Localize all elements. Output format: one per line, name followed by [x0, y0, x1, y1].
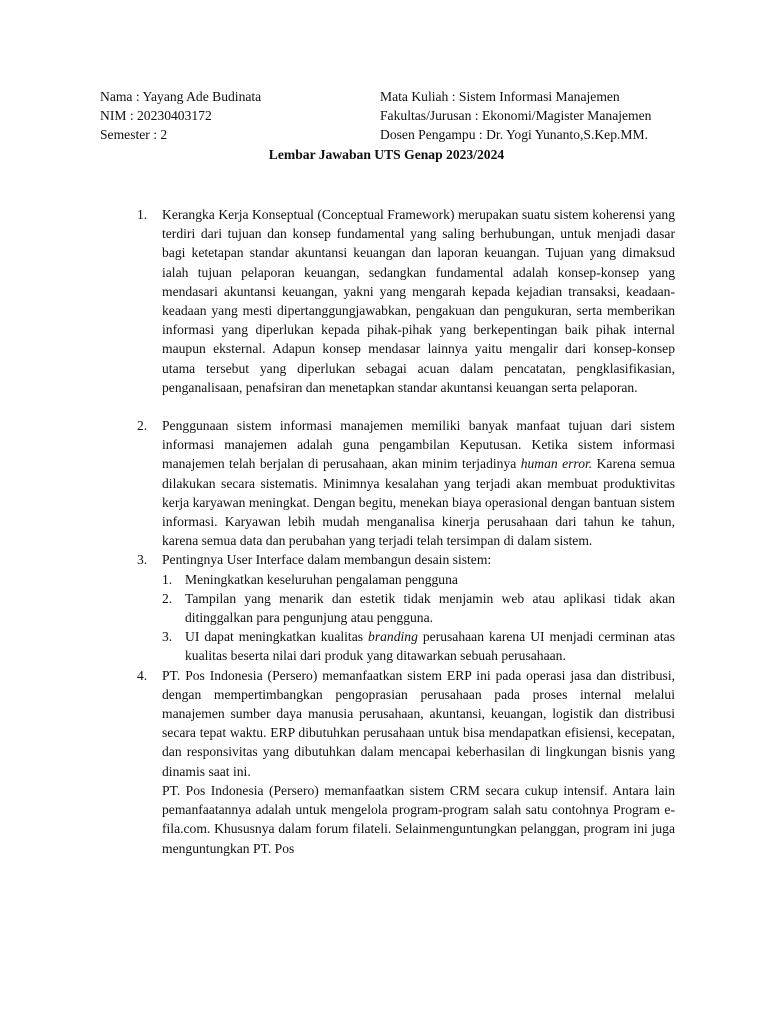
answer-content: [162, 666, 675, 858]
item-number: 3.: [137, 552, 148, 568]
spacer: [137, 397, 675, 416]
student-name: Nama : Yayang Ade Budinata: [100, 89, 262, 104]
sub-number: 1.: [162, 571, 173, 587]
document-title: Lembar Jawaban UTS Genap 2023/2024: [268, 146, 505, 162]
semester: Semester : 2: [100, 127, 168, 143]
student-id: NIM : 20230403172: [100, 108, 212, 124]
sub-number: 2.: [162, 590, 173, 606]
header-row-2: [100, 106, 700, 125]
answer-text: PT. Pos Indonesia (Persero) memanfaatkan sistem ERP ini pada operasi jasa dan distribusi, dengan mempertimbangkan pengoprasian perusahaan pada proses internal melalui manajemen sumber daya manusia perusahaan, akuntansi, keuangan, logistik dan distribusi secara tepat waktu. ERP dibutuhkan perusahaan untuk bisa mendapatkan efisiensi, kecepatan, dan responsivitas yang dibutuhkan dalam mencapai keberhasilan di lingkungan bisnis yang dinamis saat ini.: [162, 667, 675, 779]
answer-item-1: [137, 205, 675, 397]
answer-item-4: [137, 666, 675, 858]
answer-text: Pentingnya User Interface dalam membangun desain sistem:: [162, 552, 492, 568]
lecturer: Dosen Pengampu : Dr. Yogi Yunanto,S.Kep.MM.: [380, 127, 648, 143]
header-row-3: [100, 125, 700, 144]
text-run: Penggunaan sistem informasi manajemen memiliki banyak manfaat tujuan dari sistem informasi manajemen adalah guna pengambilan Keputusan. Ketika sistem informasi manajemen telah berjalan di perusahaan, akan minim terjadinya: [162, 418, 675, 472]
answer-item-2: [137, 416, 675, 550]
text-run: UI dapat meningkatkan kualitas: [185, 629, 369, 645]
sub-number: 3.: [162, 629, 173, 645]
sub-item-3: [162, 627, 675, 665]
sub-text: Meningkatkan keseluruhan pengalaman pengguna: [185, 571, 458, 587]
text-run: Karena semua dilakukan secara sistematis. Minimnya kesalahan yang terjadi akan membuat produktivitas kerja karyawan meningkat. Dengan begitu, menekan biaya operasional dengan bantuan sistem informasi. Karyawan lebih mudah menganalisa kinerja perusahaan dari tahun ke tahun, karena semua data dan perubahan yang terjadi telah tersimpan di dalam sistem.: [162, 456, 675, 549]
text-run: perusahaan karena UI menjadi cerminan atas kualitas beserta nilai dari produk yang ditawarkan sebuah perusahaan.: [185, 629, 675, 664]
answer-item-3: [137, 550, 675, 665]
answer-list: [137, 205, 675, 858]
answer-text: [162, 416, 675, 550]
item-number: 1.: [137, 207, 148, 222]
sub-item-2: [162, 589, 675, 627]
item-number: 4.: [137, 667, 148, 683]
italic-run: human error.: [520, 456, 593, 472]
faculty: Fakultas/Jurusan : Ekonomi/Magister Manajemen: [380, 108, 652, 124]
item-number: 2.: [137, 418, 148, 434]
answer-content: [162, 550, 675, 665]
answer-text: Kerangka Kerja Konseptual (Conceptual Framework) merupakan suatu sistem koherensi yang terdiri dari tujuan dan konsep fundamental yang saling berhubungan, untuk menjadi dasar bagi ketetapan standar akuntansi keuangan dan laporan keuangan. Tujuan yang dimaksud ialah tujuan pelaporan keuangan, sedangkan fundamental adalah konsep-konsep yang mendasari akuntansi keuangan, yakni yang mengarah kepada kejadian transaksi, keadaan-keadaan yang mesti dipertanggungjawabkan, pengakuan dan pengukuran, serta memberikan informasi yang diperlukan kepada pihak-pihak yang berkepentingan baik pihak internal maupun eksternal. Adapun konsep mendasar lainnya yaitu mengalir dari konsep-konsep utama tersebut yang diperlukan sebagai acuan dalam pencatatan, pengklasifikasian, penganalisaan, penafsiran dan menetapkan standar akuntansi keuangan serta pelaporan.: [162, 207, 675, 395]
sub-text: [185, 627, 675, 665]
sub-list: [162, 570, 675, 666]
italic-run: branding: [368, 629, 418, 645]
course-name: Mata Kuliah : Sistem Informasi Manajemen: [380, 89, 620, 104]
answer-text-continued: PT. Pos Indonesia (Persero) memanfaatkan sistem CRM secara cukup intensif. Antara lain pemanfaatannya adalah untuk mengelola program-program salah satu contohnya Program e-fila.com. Khususnya dalam forum filateli. Selainmenguntungkan pelanggan, program ini juga menguntungkan PT. Pos: [162, 782, 675, 856]
sub-item-1: [162, 570, 675, 589]
header-row-1: [100, 87, 700, 106]
document-header: [100, 87, 700, 164]
sub-text: Tampilan yang menarik dan estetik tidak menjamin web atau aplikasi tidak akan ditinggalkan para pengunjung atau pengguna.: [185, 590, 675, 626]
